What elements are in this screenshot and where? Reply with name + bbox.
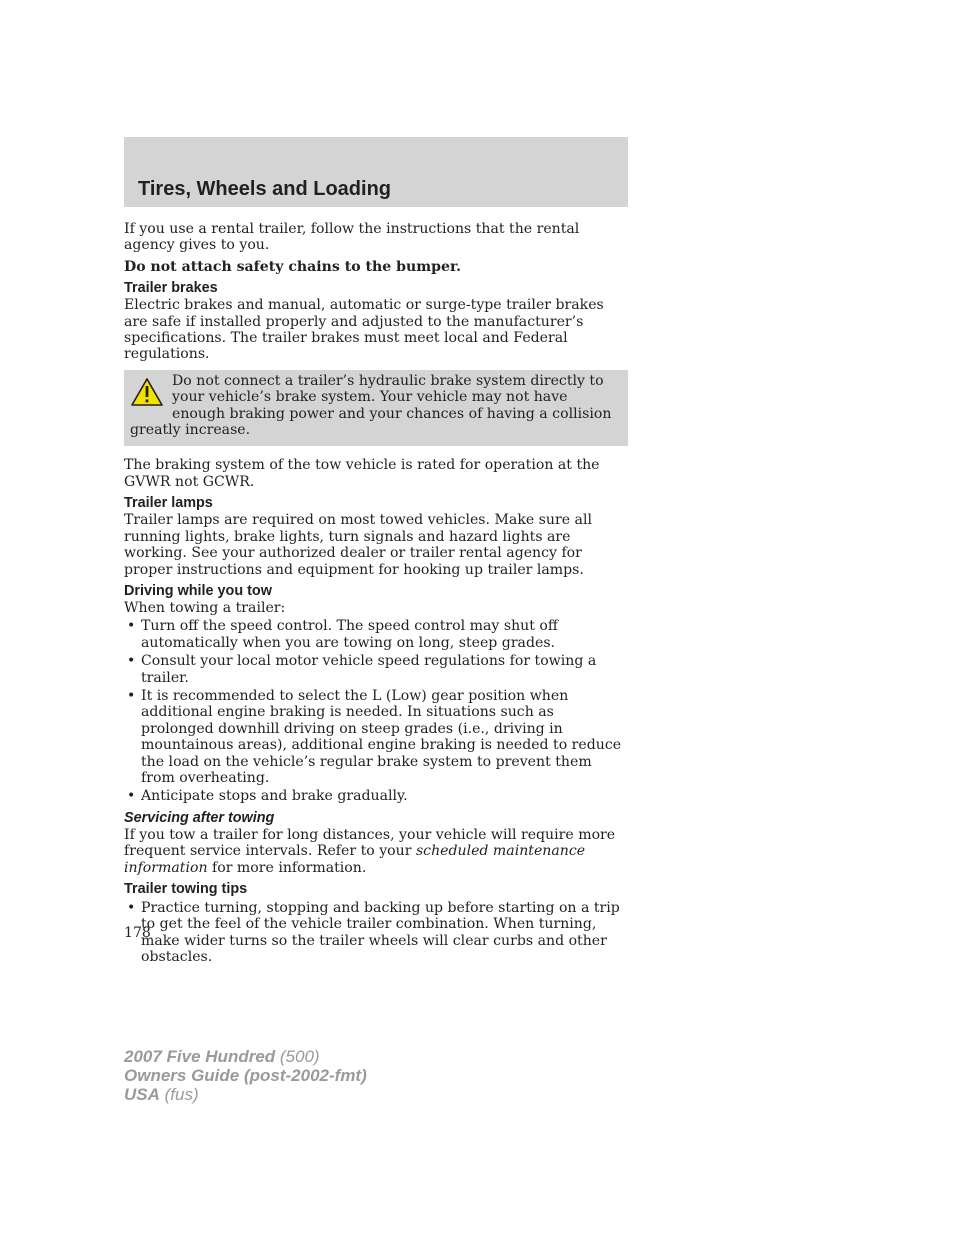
list-item: • Turn off the speed control. The speed control may shut off automatically when you are towing on long, steep grades. (124, 618, 628, 651)
page-number: 178 (124, 925, 151, 941)
page-content (124, 221, 628, 966)
warning-box (124, 370, 628, 447)
towing-tips-heading: Trailer towing tips (124, 881, 248, 897)
servicing-text-end: for more information. (207, 859, 367, 876)
safety-chains-note: Do not attach safety chains to the bumper. (124, 258, 462, 275)
trailer-lamps-heading: Trailer lamps (124, 495, 213, 512)
footer-line-guide: Owners Guide (post-2002-fmt) (124, 1066, 367, 1085)
warning-text: Do not connect a trailer’s hydraulic brake system directly to your vehicle’s brake system. Your vehicle may not have enough braking power and your chances of having a collision greatly increase. (130, 372, 612, 439)
servicing-text-start: If you tow a trailer for long distances, your vehicle will require more frequent service intervals. Refer to your (124, 826, 616, 860)
document-footer (124, 1047, 367, 1104)
trailer-brakes-paragraph: Electric brakes and manual, automatic or surge-type trailer brakes are safe if installed properly and adjusted to the manufacturer’s specifications. The trailer brakes must meet local and Federal regulations. (124, 297, 604, 363)
trailer-lamps-paragraph: Trailer lamps are required on most towed vehicles. Make sure all running lights, brake lights, turn signals and hazard lights are working. See your authorized dealer or trailer rental agency for proper instructions and equipment for hooking up trailer lamps. (124, 512, 592, 578)
list-item: • It is recommended to select the L (Low) gear position when additional engine braking is needed. In situations such as prolonged downhill driving on steep grades (i.e., driving in mountainous areas), additional engine braking is needed to reduce the load on the vehicle’s regular brake system to prevent them from overheating. (124, 688, 628, 786)
servicing-heading: Servicing after towing (124, 809, 275, 826)
driving-lead: When towing a trailer: (124, 599, 286, 616)
servicing-paragraph (124, 827, 628, 876)
section-header-band (124, 137, 628, 207)
braking-rating-paragraph: The braking system of the tow vehicle is rated for operation at the GVWR not GCWR. (124, 457, 600, 490)
list-item: • Practice turning, stopping and backing up before starting on a trip to get the feel of the vehicle trailer combination. When turning, make wider turns so the trailer wheels will clear curbs and other obstacles. (124, 900, 628, 966)
footer-line-model: 2007 Five Hundred (500) (124, 1047, 320, 1066)
driving-bullet-list (124, 618, 628, 804)
warning-triangle-icon (130, 377, 164, 407)
list-item: • Anticipate stops and brake gradually. (124, 788, 628, 804)
section-title: Tires, Wheels and Loading (138, 178, 392, 200)
driving-heading: Driving while you tow (124, 582, 272, 599)
footer-line-region: USA (fus) (124, 1085, 199, 1104)
trailer-brakes-heading: Trailer brakes (124, 280, 218, 297)
towing-tips-list (124, 900, 628, 966)
scheduled-maintenance-reference: scheduled maintenance information (124, 843, 586, 876)
list-item: • Consult your local motor vehicle speed regulations for towing a trailer. (124, 653, 628, 686)
rental-trailer-paragraph: If you use a rental trailer, follow the instructions that the rental agency gives to you. (124, 221, 580, 254)
